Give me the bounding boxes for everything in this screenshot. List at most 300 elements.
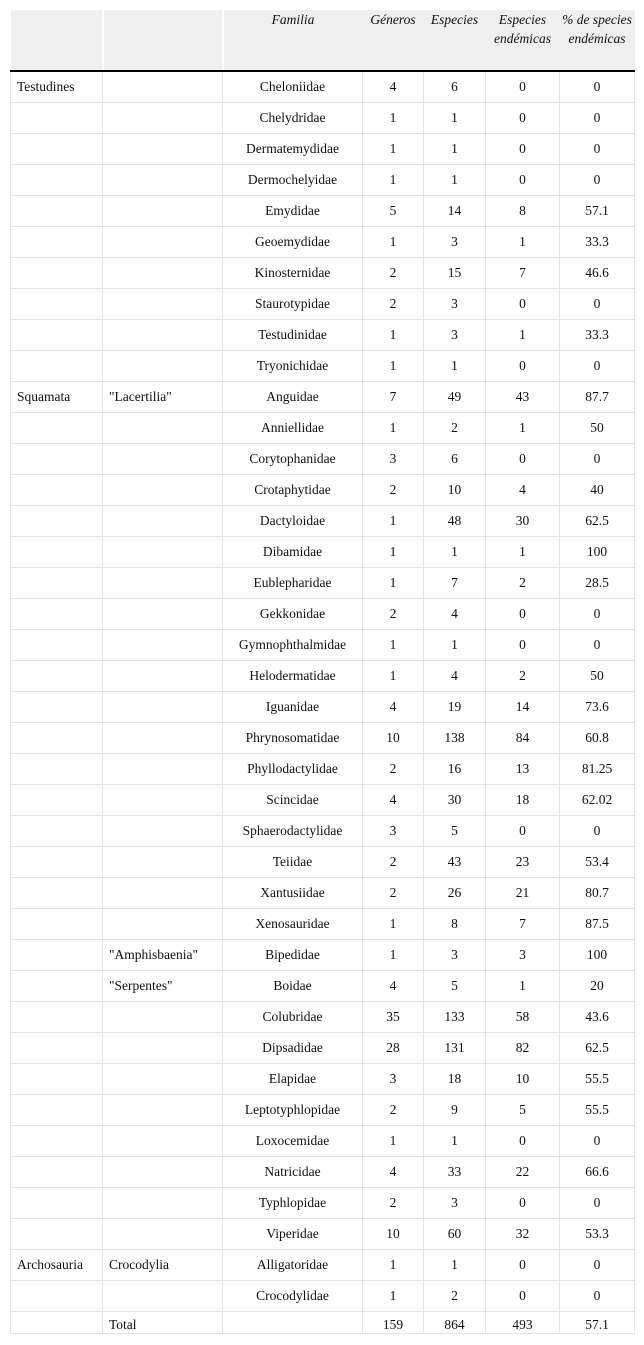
endemicas-cell: 0 [486,444,560,475]
header-suborden [103,10,223,71]
porcentaje-cell: 33.3 [560,227,635,258]
especies-cell: 1 [424,134,486,165]
orden-cell [11,754,103,785]
porcentaje-cell: 33.3 [560,320,635,351]
orden-cell [11,444,103,475]
suborden-cell [103,444,223,475]
reptile-families-table [10,10,635,1334]
orden-cell [11,1281,103,1312]
orden-cell [11,878,103,909]
familia-cell: Boidae [223,971,363,1002]
table-row [11,1033,635,1064]
endemicas-cell: 58 [486,1002,560,1033]
endemicas-cell: 14 [486,692,560,723]
suborden-cell [103,630,223,661]
especies-cell: 1 [424,165,486,196]
porcentaje-cell: 40 [560,475,635,506]
suborden-cell [103,1126,223,1157]
total-orden-cell [11,1312,103,1334]
suborden-cell [103,1219,223,1250]
porcentaje-cell: 0 [560,1188,635,1219]
suborden-cell [103,196,223,227]
endemicas-cell: 0 [486,1281,560,1312]
header-familia: Familia [223,10,363,71]
generos-cell: 4 [363,692,424,723]
porcentaje-cell: 53.3 [560,1219,635,1250]
suborden-cell [103,816,223,847]
especies-cell: 2 [424,413,486,444]
generos-cell: 3 [363,1064,424,1095]
orden-cell [11,320,103,351]
orden-cell [11,816,103,847]
endemicas-cell: 18 [486,785,560,816]
table-body [11,71,635,1334]
porcentaje-cell: 81.25 [560,754,635,785]
endemicas-cell: 1 [486,971,560,1002]
endemicas-cell: 0 [486,599,560,630]
suborden-cell [103,506,223,537]
header-porcentaje-endemicas: % de species endémicas [560,10,635,71]
familia-cell: Colubridae [223,1002,363,1033]
endemicas-cell: 23 [486,847,560,878]
porcentaje-cell: 100 [560,537,635,568]
familia-cell: Crotaphytidae [223,475,363,506]
porcentaje-cell: 62.5 [560,1033,635,1064]
generos-cell: 7 [363,382,424,413]
table-row [11,103,635,134]
suborden-cell [103,103,223,134]
especies-cell: 3 [424,940,486,971]
orden-cell [11,537,103,568]
table-row [11,816,635,847]
endemicas-cell: 0 [486,1250,560,1281]
generos-cell: 2 [363,1188,424,1219]
endemicas-cell: 0 [486,165,560,196]
especies-cell: 9 [424,1095,486,1126]
endemicas-cell: 1 [486,413,560,444]
endemicas-cell: 22 [486,1157,560,1188]
especies-cell: 5 [424,816,486,847]
familia-cell: Tryonichidae [223,351,363,382]
suborden-cell [103,754,223,785]
total-label: Total [103,1312,223,1334]
especies-cell: 1 [424,1250,486,1281]
especies-cell: 1 [424,1126,486,1157]
porcentaje-cell: 0 [560,630,635,661]
familia-cell: Anguidae [223,382,363,413]
especies-cell: 26 [424,878,486,909]
porcentaje-cell: 55.5 [560,1064,635,1095]
porcentaje-cell: 60.8 [560,723,635,754]
suborden-cell: Crocodylia [103,1250,223,1281]
suborden-cell [103,661,223,692]
familia-cell: Phyllodactylidae [223,754,363,785]
especies-cell: 18 [424,1064,486,1095]
generos-cell: 1 [363,103,424,134]
endemicas-cell: 8 [486,196,560,227]
familia-cell: Dermatemydidae [223,134,363,165]
table-row [11,1095,635,1126]
generos-cell: 4 [363,71,424,103]
generos-cell: 1 [363,351,424,382]
table-row [11,878,635,909]
porcentaje-cell: 87.7 [560,382,635,413]
total-porcentaje: 57.1 [560,1312,635,1334]
endemicas-cell: 2 [486,661,560,692]
endemicas-cell: 0 [486,134,560,165]
generos-cell: 3 [363,816,424,847]
especies-cell: 8 [424,909,486,940]
table-row [11,754,635,785]
orden-cell [11,196,103,227]
suborden-cell: "Serpentes" [103,971,223,1002]
familia-cell: Teiidae [223,847,363,878]
endemicas-cell: 13 [486,754,560,785]
table-row [11,723,635,754]
suborden-cell [103,1157,223,1188]
especies-cell: 133 [424,1002,486,1033]
porcentaje-cell: 80.7 [560,878,635,909]
endemicas-cell: 7 [486,258,560,289]
table-row [11,134,635,165]
table-row [11,1157,635,1188]
porcentaje-cell: 50 [560,661,635,692]
generos-cell: 4 [363,785,424,816]
porcentaje-cell: 55.5 [560,1095,635,1126]
orden-cell [11,785,103,816]
generos-cell: 35 [363,1002,424,1033]
generos-cell: 2 [363,289,424,320]
table-row [11,1188,635,1219]
familia-cell: Chelydridae [223,103,363,134]
orden-cell [11,1064,103,1095]
familia-cell: Sphaerodactylidae [223,816,363,847]
especies-cell: 3 [424,1188,486,1219]
suborden-cell [103,71,223,103]
especies-cell: 4 [424,661,486,692]
familia-cell: Xenosauridae [223,909,363,940]
generos-cell: 10 [363,1219,424,1250]
suborden-cell [103,537,223,568]
porcentaje-cell: 46.6 [560,258,635,289]
familia-cell: Cheloniidae [223,71,363,103]
table-row [11,1126,635,1157]
familia-cell: Kinosternidae [223,258,363,289]
porcentaje-cell: 0 [560,103,635,134]
familia-cell: Anniellidae [223,413,363,444]
endemicas-cell: 3 [486,940,560,971]
table-row [11,382,635,413]
endemicas-cell: 1 [486,320,560,351]
porcentaje-cell: 0 [560,351,635,382]
especies-cell: 4 [424,599,486,630]
table-row [11,568,635,599]
endemicas-cell: 0 [486,1188,560,1219]
suborden-cell [103,1281,223,1312]
porcentaje-cell: 0 [560,1126,635,1157]
porcentaje-cell: 73.6 [560,692,635,723]
orden-cell [11,165,103,196]
suborden-cell [103,134,223,165]
endemicas-cell: 30 [486,506,560,537]
generos-cell: 1 [363,940,424,971]
header-especies: Especies [424,10,486,71]
total-endemicas: 493 [486,1312,560,1334]
suborden-cell [103,599,223,630]
porcentaje-cell: 87.5 [560,909,635,940]
familia-cell: Dermochelyidae [223,165,363,196]
generos-cell: 2 [363,847,424,878]
table-row [11,1250,635,1281]
suborden-cell [103,413,223,444]
suborden-cell [103,1188,223,1219]
suborden-cell [103,475,223,506]
generos-cell: 1 [363,320,424,351]
generos-cell: 1 [363,413,424,444]
suborden-cell: "Lacertilia" [103,382,223,413]
familia-cell: Testudinidae [223,320,363,351]
especies-cell: 43 [424,847,486,878]
porcentaje-cell: 0 [560,134,635,165]
orden-cell [11,909,103,940]
familia-cell: Viperidae [223,1219,363,1250]
suborden-cell [103,289,223,320]
especies-cell: 3 [424,320,486,351]
especies-cell: 1 [424,630,486,661]
table-row [11,1219,635,1250]
table-row [11,351,635,382]
orden-cell [11,475,103,506]
familia-cell: Dipsadidae [223,1033,363,1064]
porcentaje-cell: 57.1 [560,196,635,227]
porcentaje-cell: 62.02 [560,785,635,816]
familia-cell: Dactyloidae [223,506,363,537]
especies-cell: 2 [424,1281,486,1312]
familia-cell: Dibamidae [223,537,363,568]
table-row [11,320,635,351]
orden-cell [11,413,103,444]
table-row [11,537,635,568]
table-row [11,475,635,506]
porcentaje-cell: 62.5 [560,506,635,537]
suborden-cell [103,1095,223,1126]
table-row [11,1281,635,1312]
table-row [11,909,635,940]
orden-cell [11,847,103,878]
endemicas-cell: 0 [486,816,560,847]
familia-cell: Leptotyphlopidae [223,1095,363,1126]
endemicas-cell: 0 [486,1126,560,1157]
orden-cell: Testudines [11,71,103,103]
especies-cell: 15 [424,258,486,289]
orden-cell [11,289,103,320]
orden-cell [11,1188,103,1219]
suborden-cell [103,351,223,382]
familia-cell: Loxocemidae [223,1126,363,1157]
orden-cell [11,568,103,599]
familia-cell: Gymnophthalmidae [223,630,363,661]
orden-cell [11,971,103,1002]
familia-cell: Gekkonidae [223,599,363,630]
porcentaje-cell: 28.5 [560,568,635,599]
suborden-cell [103,692,223,723]
porcentaje-cell: 43.6 [560,1002,635,1033]
especies-cell: 14 [424,196,486,227]
table-row [11,413,635,444]
generos-cell: 4 [363,971,424,1002]
especies-cell: 16 [424,754,486,785]
orden-cell [11,1126,103,1157]
especies-cell: 1 [424,351,486,382]
suborden-cell [103,878,223,909]
generos-cell: 2 [363,878,424,909]
porcentaje-cell: 20 [560,971,635,1002]
endemicas-cell: 0 [486,351,560,382]
familia-cell: Helodermatidae [223,661,363,692]
generos-cell: 2 [363,599,424,630]
especies-cell: 10 [424,475,486,506]
familia-cell: Bipedidae [223,940,363,971]
endemicas-cell: 0 [486,289,560,320]
orden-cell [11,1002,103,1033]
especies-cell: 33 [424,1157,486,1188]
especies-cell: 3 [424,289,486,320]
header-orden [11,10,103,71]
endemicas-cell: 0 [486,630,560,661]
familia-cell: Iguanidae [223,692,363,723]
orden-cell [11,1033,103,1064]
table-row [11,1002,635,1033]
especies-cell: 5 [424,971,486,1002]
generos-cell: 1 [363,165,424,196]
generos-cell: 1 [363,537,424,568]
especies-cell: 48 [424,506,486,537]
generos-cell: 1 [363,909,424,940]
porcentaje-cell: 0 [560,816,635,847]
generos-cell: 1 [363,134,424,165]
generos-cell: 3 [363,444,424,475]
table-row [11,661,635,692]
suborden-cell [103,1064,223,1095]
generos-cell: 5 [363,196,424,227]
orden-cell [11,692,103,723]
table-row [11,506,635,537]
orden-cell [11,1095,103,1126]
porcentaje-cell: 0 [560,165,635,196]
table-row [11,785,635,816]
generos-cell: 1 [363,630,424,661]
total-especies: 864 [424,1312,486,1334]
especies-cell: 30 [424,785,486,816]
porcentaje-cell: 53.4 [560,847,635,878]
orden-cell [11,103,103,134]
endemicas-cell: 5 [486,1095,560,1126]
table-row [11,165,635,196]
table-row [11,289,635,320]
orden-cell [11,134,103,165]
orden-cell [11,661,103,692]
endemicas-cell: 10 [486,1064,560,1095]
especies-cell: 6 [424,71,486,103]
especies-cell: 49 [424,382,486,413]
total-generos: 159 [363,1312,424,1334]
endemicas-cell: 84 [486,723,560,754]
endemicas-cell: 7 [486,909,560,940]
generos-cell: 4 [363,1157,424,1188]
suborden-cell [103,320,223,351]
endemicas-cell: 1 [486,227,560,258]
porcentaje-cell: 0 [560,71,635,103]
familia-cell: Emydidae [223,196,363,227]
table-row [11,692,635,723]
porcentaje-cell: 100 [560,940,635,971]
table-row [11,630,635,661]
porcentaje-cell: 0 [560,1250,635,1281]
table-row [11,847,635,878]
generos-cell: 10 [363,723,424,754]
especies-cell: 60 [424,1219,486,1250]
orden-cell [11,351,103,382]
generos-cell: 2 [363,1095,424,1126]
orden-cell: Archosauria [11,1250,103,1281]
endemicas-cell: 1 [486,537,560,568]
orden-cell [11,1157,103,1188]
especies-cell: 131 [424,1033,486,1064]
especies-cell: 138 [424,723,486,754]
suborden-cell: "Amphisbaenia" [103,940,223,971]
table-row [11,71,635,103]
suborden-cell [103,568,223,599]
orden-cell [11,630,103,661]
familia-cell: Geoemydidae [223,227,363,258]
suborden-cell [103,723,223,754]
table-row [11,971,635,1002]
suborden-cell [103,785,223,816]
especies-cell: 1 [424,103,486,134]
orden-cell [11,1219,103,1250]
orden-cell [11,227,103,258]
orden-cell: Squamata [11,382,103,413]
porcentaje-cell: 50 [560,413,635,444]
generos-cell: 2 [363,258,424,289]
suborden-cell [103,1002,223,1033]
familia-cell: Staurotypidae [223,289,363,320]
suborden-cell [103,1033,223,1064]
generos-cell: 1 [363,661,424,692]
table-row [11,196,635,227]
endemicas-cell: 43 [486,382,560,413]
familia-cell: Crocodylidae [223,1281,363,1312]
generos-cell: 1 [363,1250,424,1281]
table-row [11,599,635,630]
generos-cell: 1 [363,1281,424,1312]
table-row [11,940,635,971]
orden-cell [11,258,103,289]
endemicas-cell: 32 [486,1219,560,1250]
porcentaje-cell: 0 [560,1281,635,1312]
especies-cell: 6 [424,444,486,475]
total-familia-cell [223,1312,363,1334]
especies-cell: 19 [424,692,486,723]
orden-cell [11,723,103,754]
familia-cell: Xantusiidae [223,878,363,909]
suborden-cell [103,258,223,289]
familia-cell: Elapidae [223,1064,363,1095]
generos-cell: 1 [363,568,424,599]
header-generos: Géneros [363,10,424,71]
orden-cell [11,599,103,630]
porcentaje-cell: 0 [560,599,635,630]
